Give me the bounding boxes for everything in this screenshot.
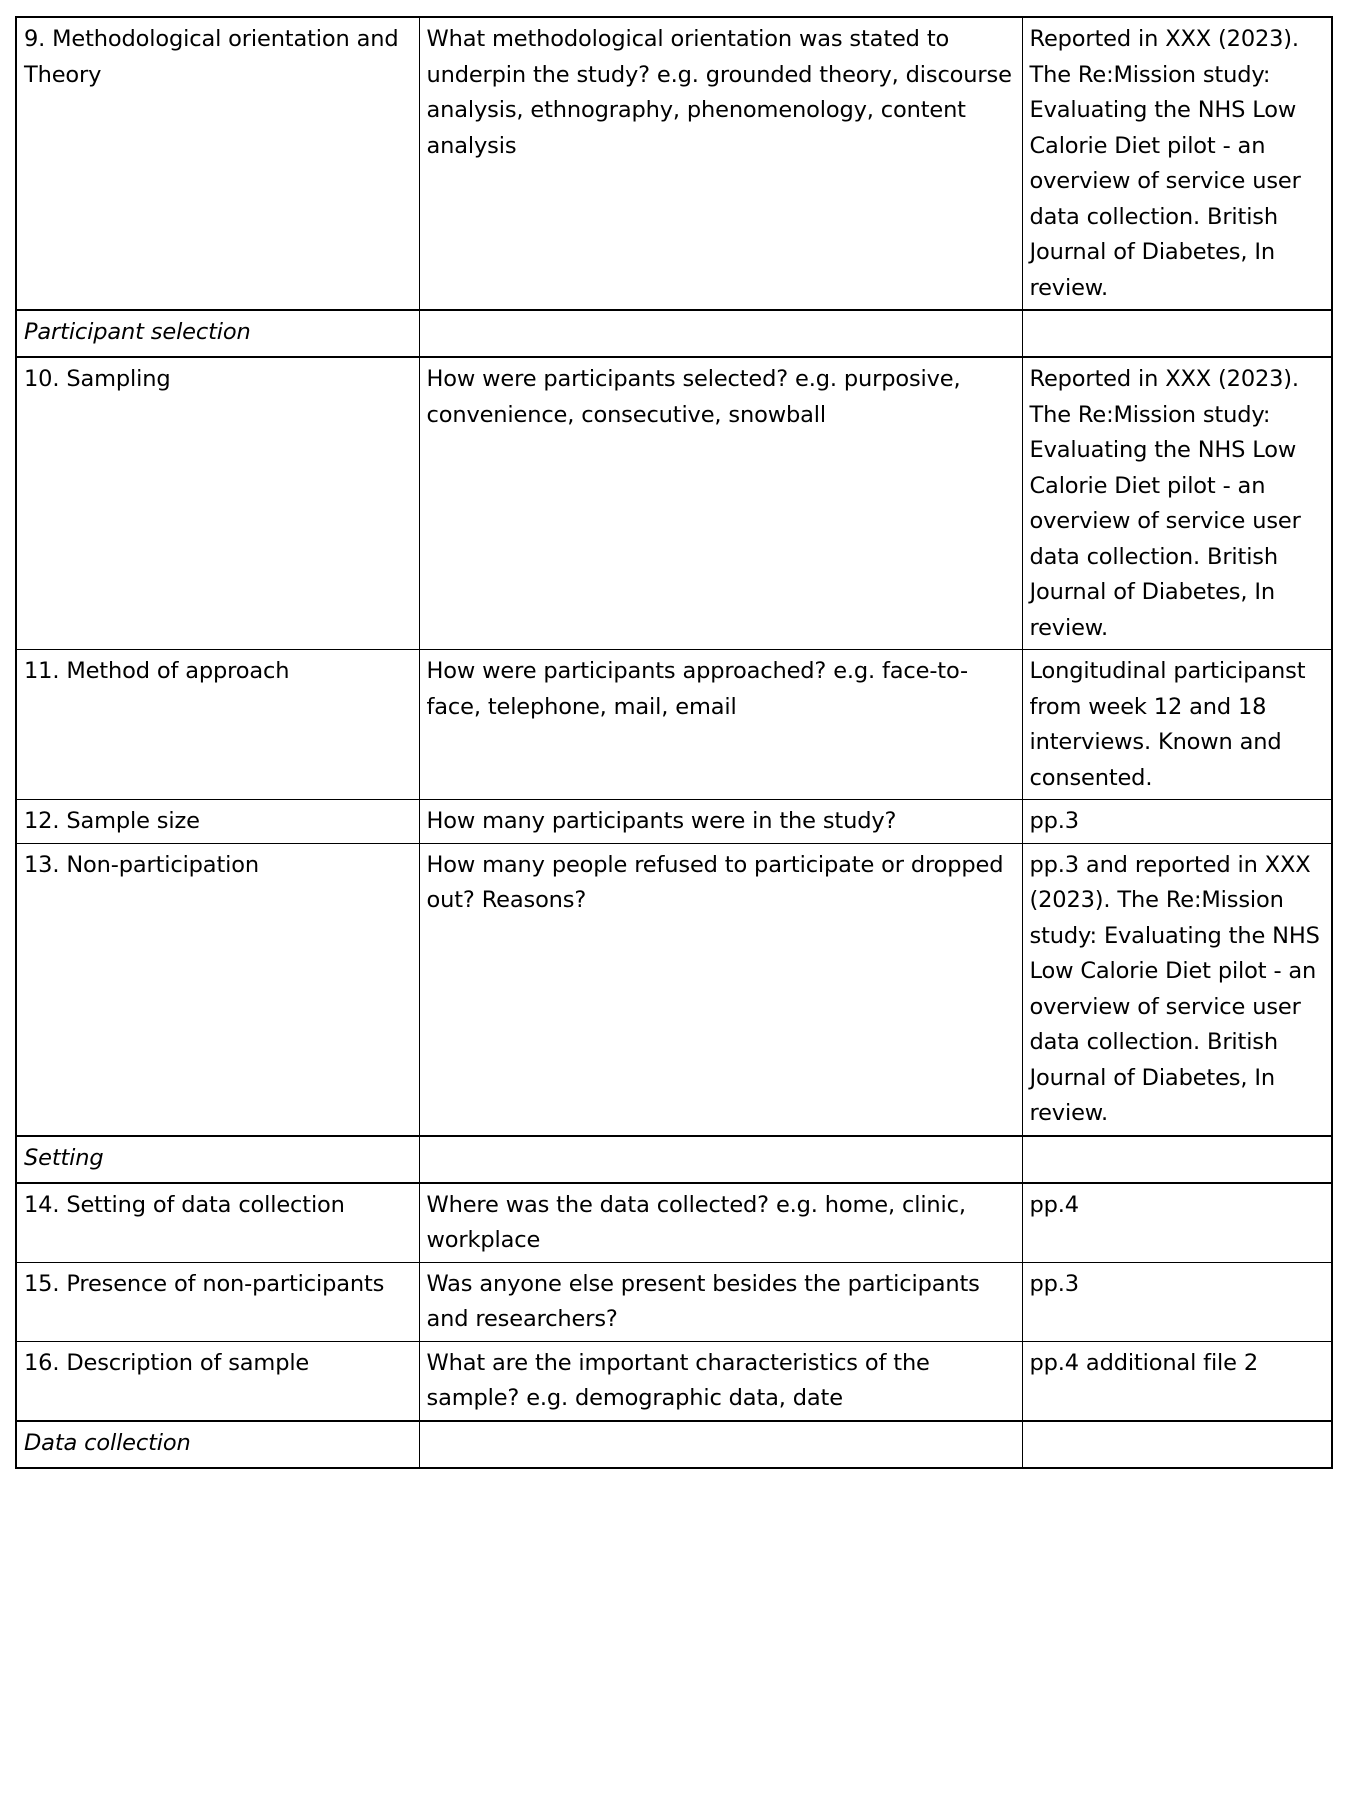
- section-heading-cell: Participant selection: [16, 310, 419, 357]
- table-section-row: [16, 1421, 1332, 1468]
- guide-question-cell: What are the important characteristics of the sample? e.g. demographic data, date: [419, 1341, 1022, 1421]
- item-cell: 13. Non-participation: [16, 843, 419, 1136]
- guide-question-cell: [419, 1136, 1022, 1183]
- guide-question-cell: [419, 310, 1022, 357]
- item-cell: 14. Setting of data collection: [16, 1183, 419, 1263]
- item-cell: 15. Presence of non-participants: [16, 1262, 419, 1341]
- reported-page-cell: pp.4: [1022, 1183, 1332, 1263]
- reported-page-cell: Reported in XXX (2023). The Re:Mission study: Evaluating the NHS Low Calorie Diet pilot - an overview of service user data collection. British Journal of Diabetes, In review.: [1022, 357, 1332, 650]
- table-section-row: [16, 1136, 1332, 1183]
- guide-question-cell: Where was the data collected? e.g. home, clinic, workplace: [419, 1183, 1022, 1263]
- item-cell: 9. Methodological orientation and Theory: [16, 17, 419, 310]
- table-row: [16, 1341, 1332, 1421]
- item-cell: 11. Method of approach: [16, 650, 419, 800]
- reported-page-cell: Longitudinal participanst from week 12 and 18 interviews. Known and consented.: [1022, 650, 1332, 800]
- guide-question-cell: [419, 1421, 1022, 1468]
- table-body: [16, 17, 1332, 1468]
- reported-page-cell: pp.4 additional file 2: [1022, 1341, 1332, 1421]
- section-heading-cell: Setting: [16, 1136, 419, 1183]
- reported-page-cell: [1022, 1136, 1332, 1183]
- section-heading-cell: Data collection: [16, 1421, 419, 1468]
- table-row: [16, 17, 1332, 310]
- guide-question-cell: Was anyone else present besides the participants and researchers?: [419, 1262, 1022, 1341]
- table-section-row: [16, 310, 1332, 357]
- guide-question-cell: What methodological orientation was stated to underpin the study? e.g. grounded theory, discourse analysis, ethnography, phenomenology, content analysis: [419, 17, 1022, 310]
- table-row: [16, 357, 1332, 650]
- table-row: [16, 843, 1332, 1136]
- table-row: [16, 1262, 1332, 1341]
- guide-question-cell: How many participants were in the study?: [419, 800, 1022, 844]
- item-cell: 12. Sample size: [16, 800, 419, 844]
- guide-question-cell: How were participants approached? e.g. face-to-face, telephone, mail, email: [419, 650, 1022, 800]
- reported-page-cell: pp.3: [1022, 1262, 1332, 1341]
- guide-question-cell: How many people refused to participate or dropped out? Reasons?: [419, 843, 1022, 1136]
- reported-page-cell: pp.3: [1022, 800, 1332, 844]
- table-row: [16, 800, 1332, 844]
- reported-page-cell: [1022, 1421, 1332, 1468]
- table-row: [16, 1183, 1332, 1263]
- reported-page-cell: [1022, 310, 1332, 357]
- reported-page-cell: Reported in XXX (2023). The Re:Mission study: Evaluating the NHS Low Calorie Diet pilot - an overview of service user data collection. British Journal of Diabetes, In review.: [1022, 17, 1332, 310]
- reported-page-cell: pp.3 and reported in XXX (2023). The Re:Mission study: Evaluating the NHS Low Calorie Diet pilot - an overview of service user data collection. British Journal of Diabetes, In review.: [1022, 843, 1332, 1136]
- guide-question-cell: How were participants selected? e.g. purposive, convenience, consecutive, snowball: [419, 357, 1022, 650]
- coreq-checklist-table: [15, 16, 1333, 1469]
- item-cell: 16. Description of sample: [16, 1341, 419, 1421]
- table-row: [16, 650, 1332, 800]
- item-cell: 10. Sampling: [16, 357, 419, 650]
